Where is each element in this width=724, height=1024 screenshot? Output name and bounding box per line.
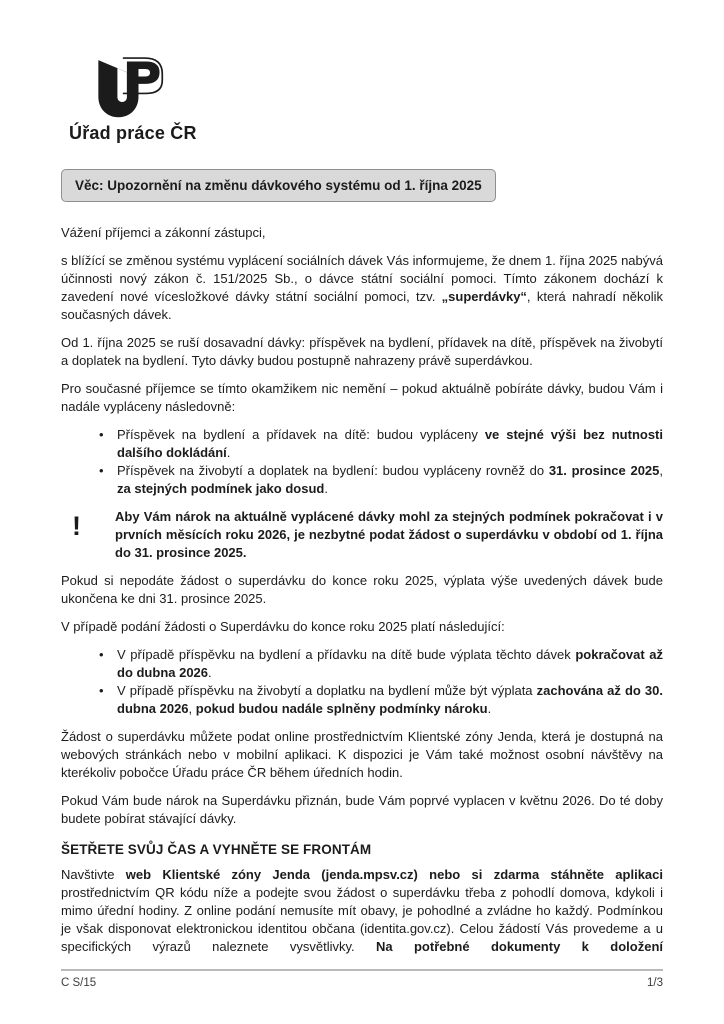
text-run-bold: pokud budou nadále splněny podmínky nároku [195,701,488,716]
warning-text [115,508,663,562]
bullet-text [117,426,663,462]
text-run-bold: pokračovat až do dubna 2026 [117,647,664,680]
text-run: s blížící se změnou systému vyplácení sociálních dávek Vás informujeme, že dnem 1. října 2025 nabývá účinnosti nový zákon č. 151/2025 Sb., o dávce státní sociální pomoci. Tímto zákonem dochází k zavedení nové vícesložkové dávky státní sociální pomoci, tzv. [61,253,663,304]
paragraph [61,728,663,782]
bullet-icon: • [99,463,104,478]
text-run: Pokud Vám bude nárok na Superdávku přiznán, bude Vám poprvé vyplacen v květnu 2026. Do té doby budete pobírat stávající dávky. [61,793,663,826]
warning-note [61,508,663,562]
text-run: Příspěvek na bydlení a přídavek na dítě: budou vypláceny [117,427,485,442]
bullet-text [117,646,663,682]
text-run: V případě příspěvku na živobytí a doplatku na bydlení může být výplata [117,683,537,698]
logo-wordmark: Úřad práce ČR [69,123,197,143]
text-run-bold: Na potřebné dokumenty k doložení [376,939,663,954]
text-run: , která nahradí několik současných dávek. [61,289,663,322]
text-run: prostřednictvím QR kódu níže a podejte svou žádost o superdávku třeba z pohodlí domova, kdykoli i mimo úřední hodiny. Z online podání nemusíte mít obavy, je pohodlné a zvládne ho každý. Podmínkou je však disponovat elektronickou identitou občana (identita.gov.cz). Celou žádostí Vás provedeme a u specifických výrazů naleznete vysvětlivky. [61,885,663,954]
text-run: Vážení příjemci a zákonní zástupci, [61,225,266,240]
bullet-item [61,462,663,498]
urad-prace-logo-icon [97,56,165,120]
document-body [61,224,663,956]
exclamation-icon: ! [72,511,81,541]
text-run: Žádost o superdávku můžete podat online prostřednictvím Klientské zóny Jenda, která je dostupná na webových stránkách nebo v mobilní aplikaci. K dispozici je Vám také možnost osobní návštěvy na kterékoliv pobočce Úřadu práce ČR během úředních hodin. [61,729,663,780]
section-heading [61,842,663,857]
bullet-icon: • [99,647,104,662]
paragraph [61,334,663,370]
subject-box [61,169,496,202]
paragraph [61,866,663,956]
text-run: Od 1. října 2025 se ruší dosavadní dávky: příspěvek na bydlení, přídavek na dítě, příspěvek na živobytí a doplatek na bydlení. Tyto dávky budou postupně nahrazeny právě superdávkou. [61,335,663,368]
paragraph [61,252,663,324]
document-code: C S/15 [61,977,97,989]
page-number: 1/3 [647,977,663,989]
text-run: Pokud si nepodáte žádost o superdávku do konce roku 2025, výplata výše uvedených dávek bude ukončena ke dni 31. prosince 2025. [61,573,663,606]
text-run: . [324,481,328,496]
text-run-bold: ve stejné výši bez nutnosti dalšího dokládání [117,427,663,460]
text-run-bold: „superdávky“ [441,289,527,304]
text-run-bold: 31. prosince 2025 [548,463,660,478]
bullet-item [61,646,663,682]
paragraph [61,572,663,608]
paragraph [61,792,663,828]
text-run-bold: web Klientské zóny Jenda (jenda.mpsv.cz) nebo si zdarma stáhněte aplikaci [125,867,664,882]
text-run: V případě příspěvku na bydlení a přídavku na dítě bude výplata těchto dávek [117,647,576,662]
page-footer [61,969,663,989]
text-run: Pro současné příjemce se tímto okamžikem nic nemění – pokud aktuálně pobíráte dávky, budou Vám i nadále vypláceny následovně: [61,381,663,414]
subject-text: Věc: Upozornění na změnu dávkového systému od 1. října 2025 [75,178,482,193]
bullet-icon: • [99,683,104,698]
text-run: . [226,445,231,460]
paragraph [61,618,663,636]
bullet-text [117,682,663,718]
text-run: V případě podání žádosti o Superdávku do konce roku 2025 platí následující: [61,619,505,634]
text-run: . [208,665,212,680]
text-run: , [188,701,196,716]
text-run-bold: za stejných podmínek jako dosud [117,481,325,496]
text-run: Příspěvek na živobytí a doplatek na bydlení: budou vypláceny rovněž do [117,463,549,478]
text-run: ŠETŘETE SVŮJ ČAS A VYHNĚTE SE FRONTÁM [61,842,372,857]
urad-prace-logo [61,56,663,143]
text-run: . [487,701,492,716]
text-run: , [659,463,664,478]
bullet-icon: • [99,427,104,442]
paragraph [61,380,663,416]
text-run-bold: zachována až do 30. dubna 2026 [117,683,664,716]
paragraph [61,224,663,242]
bullet-item [61,682,663,718]
bullet-list [61,426,663,498]
bullet-list [61,646,663,718]
bullet-text [117,462,663,498]
text-run-bold: Aby Vám nárok na aktuálně vyplácené dávky mohl za stejných podmínek pokračovat i v prvních měsících roku 2026, je nezbytné podat žádost o superdávku v období od 1. října do 31. prosince 2025. [115,509,663,560]
bullet-item [61,426,663,462]
text-run: Navštivte [61,867,126,882]
